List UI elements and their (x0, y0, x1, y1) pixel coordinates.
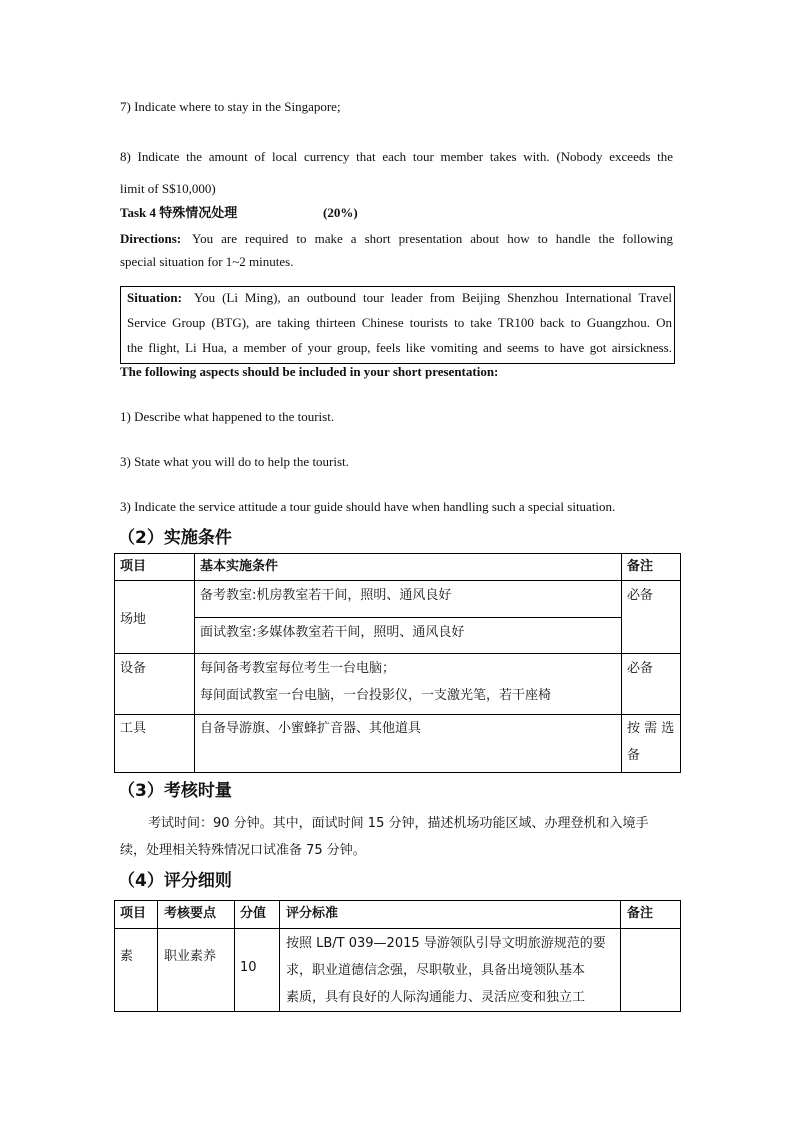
scoring-header-note: 备注 (627, 906, 654, 921)
item-7: 7) Indicate where to stay in the Singapore; (120, 99, 341, 114)
exam-time-line-2: 续，处理相关特殊情况口试准备 75 分钟。 (120, 843, 366, 858)
task4-weight: (20%) (323, 205, 358, 220)
task4-title: Task 4 特殊情况处理 (120, 205, 238, 220)
section-3-heading: （3）考核时量 (118, 781, 232, 801)
tools-label: 工具 (120, 721, 147, 736)
scoring-row-point: 职业素养 (164, 949, 217, 964)
tools-note-1: 按 需 选 (627, 721, 675, 736)
equipment-note: 必备 (627, 661, 654, 676)
equipment-label: 设备 (120, 661, 147, 676)
scoring-standard-line-1: 按照 LB/T 039—2015 导游领队引导文明旅游规范的要 (286, 936, 606, 951)
directions-label: Directions: (120, 231, 182, 246)
situation-line-2: Service Group (BTG), are taking thirteen Chinese tourists to take TR100 back to Guangzhou. On (127, 315, 672, 330)
conditions-header-item: 项目 (120, 559, 147, 574)
item-8-line-1: 8) Indicate the amount of local currency that each tour member takes with. (Nobody exceeds the (120, 149, 673, 164)
situation-line-3: the flight, Li Hua, a member of your group, feels like vomiting and seems to have got airsickness. (127, 340, 672, 355)
aspect-2: 3) State what you will do to help the tourist. (120, 454, 349, 469)
scoring-row-score: 10 (240, 960, 257, 975)
scoring-header-item: 项目 (120, 906, 147, 921)
tools-condition: 自备导游旗、小蜜蜂扩音器、其他道具 (200, 721, 422, 736)
item-8-line-2: limit of S$10,000) (120, 181, 216, 196)
tools-note-2: 备 (627, 748, 641, 763)
scoring-header-standard: 评分标准 (286, 906, 339, 921)
section-4-heading: （4）评分细则 (118, 871, 232, 891)
task4-directions-line-1 (120, 230, 673, 248)
venue-condition-2: 面试教室:多媒体教室若干间，照明、通风良好 (200, 625, 465, 640)
aspect-1: 1) Describe what happened to the tourist. (120, 409, 335, 424)
scoring-standard-line-3: 素质，具有良好的人际沟通能力、灵活应变和独立工 (286, 990, 586, 1005)
venue-note: 必备 (627, 588, 654, 603)
venue-condition-1: 备考教室:机房教室若干间，照明、通风良好 (200, 588, 452, 603)
scoring-header-score: 分值 (240, 906, 267, 921)
conditions-header-note: 备注 (627, 559, 654, 574)
scoring-standard-line-2: 求，职业道德信念强，尽职敬业，具备出境领队基本 (286, 963, 586, 978)
situation-line-1 (127, 289, 672, 307)
scoring-row-item: 素 (120, 949, 134, 964)
section-2-heading: （2）实施条件 (118, 528, 232, 548)
conditions-header-condition: 基本实施条件 (200, 559, 279, 574)
equipment-condition-1: 每间备考教室每位考生一台电脑； (200, 661, 396, 676)
directions-text-1: You are required to make a short presentation about how to handle the following (192, 231, 673, 246)
equipment-condition-2: 每间面试教室一台电脑，一台投影仪，一支激光笔，若干座椅 (200, 688, 552, 703)
task4-directions-line-2: special situation for 1~2 minutes. (120, 254, 294, 269)
situation-text-1: You (Li Ming), an outbound tour leader from Beijing Shenzhou International Travel (194, 290, 672, 305)
scoring-header-point: 考核要点 (164, 906, 217, 921)
venue-label: 场地 (120, 612, 147, 627)
situation-label: Situation: (127, 290, 182, 305)
exam-time-line-1: 考试时间：90 分钟。其中，面试时间 15 分钟，描述机场功能区域、办理登机和入境手 (148, 816, 649, 831)
aspect-3: 3) Indicate the service attitude a tour guide should have when handling such a special situation. (120, 499, 616, 514)
aspects-heading: The following aspects should be included in your short presentation: (120, 364, 499, 379)
